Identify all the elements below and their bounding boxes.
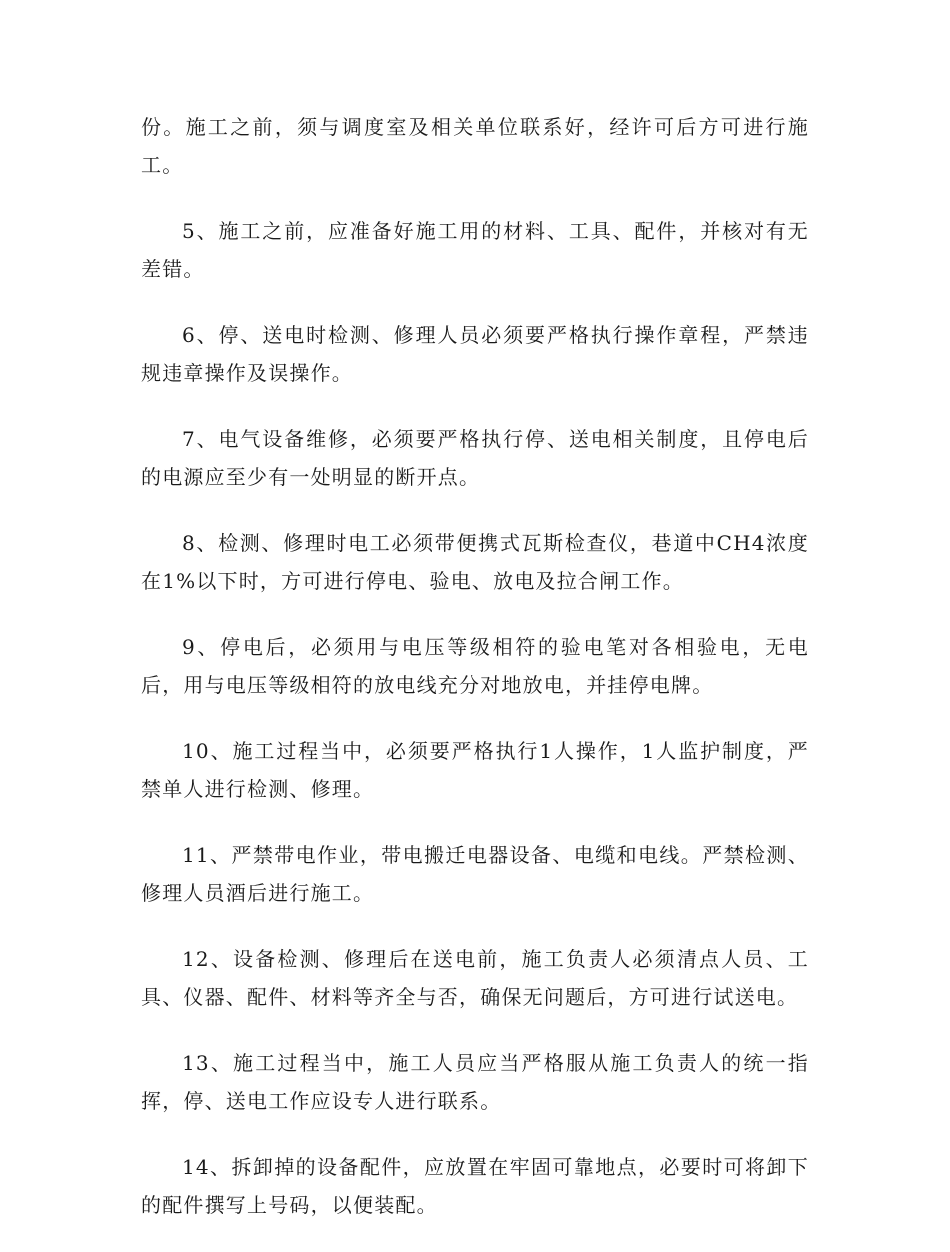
- paragraph-item-10: 10、施工过程当中，必须要严格执行1人操作，1人监护制度，严禁单人进行检测、修理。: [141, 739, 809, 801]
- paragraph-item-5: 5、施工之前，应准备好施工用的材料、工具、配件，并核对有无差错。: [141, 219, 809, 281]
- paragraph-item-13: 13、施工过程当中，施工人员应当严格服从施工负责人的统一指挥，停、送电工作应设专人进行联系。: [141, 1051, 809, 1113]
- paragraph-item-6: 6、停、送电时检测、修理人员必须要严格执行操作章程，严禁违规违章操作及误操作。: [141, 323, 809, 385]
- paragraph-item-11: 11、严禁带电作业，带电搬迁电器设备、电缆和电线。严禁检测、修理人员酒后进行施工。: [141, 843, 809, 905]
- paragraph-item-9: 9、停电后，必须用与电压等级相符的验电笔对各相验电，无电后，用与电压等级相符的放电线充分对地放电，并挂停电牌。: [141, 635, 809, 697]
- paragraph-item-7: 7、电气设备维修，必须要严格执行停、送电相关制度，且停电后的电源应至少有一处明显的断开点。: [141, 427, 809, 489]
- paragraph-item-14: 14、拆卸掉的设备配件，应放置在牢固可靠地点，必要时可将卸下的配件撰写上号码，以便装配。: [141, 1155, 809, 1217]
- document-body: [141, 108, 809, 1252]
- paragraph-item-8: 8、检测、修理时电工必须带便携式瓦斯检查仪，巷道中CH4浓度在1%以下时，方可进行停电、验电、放电及拉合闸工作。: [141, 531, 809, 593]
- paragraph-continuation: 份。施工之前，须与调度室及相关单位联系好，经许可后方可进行施工。: [141, 115, 809, 177]
- paragraph-item-12: 12、设备检测、修理后在送电前，施工负责人必须清点人员、工具、仪器、配件、材料等齐全与否，确保无问题后，方可进行试送电。: [141, 947, 809, 1009]
